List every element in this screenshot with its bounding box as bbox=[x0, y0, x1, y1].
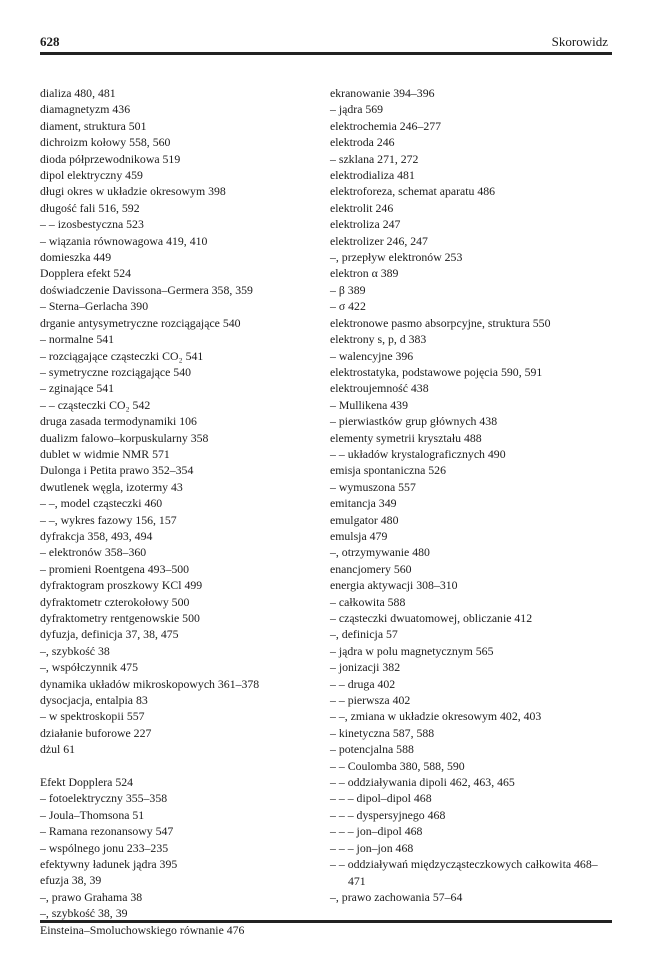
index-entry: dyfraktometr czterokołowy 500 bbox=[40, 594, 190, 609]
index-entry: długość fali 516, 592 bbox=[40, 200, 140, 215]
index-entry: – – – dyspersyjnego 468 bbox=[330, 807, 446, 822]
index-entry: – – – jon–dipol 468 bbox=[330, 824, 423, 839]
index-entry: – wspólnego jonu 233–235 bbox=[40, 840, 169, 855]
index-entry: domieszka 449 bbox=[40, 250, 112, 265]
index-entry: – elektronów 358–360 bbox=[40, 545, 147, 560]
index-entry: enancjomery 560 bbox=[330, 561, 412, 576]
index-entry: – – układów krystalograficznych 490 bbox=[330, 446, 506, 461]
index-entry: – szklana 271, 272 bbox=[330, 151, 419, 166]
index-entry: elektrodializa 481 bbox=[330, 168, 415, 183]
index-entry: – kinetyczna 587, 588 bbox=[330, 725, 435, 740]
index-entry: – – pierwsza 402 bbox=[330, 693, 411, 708]
index-entry: – Mullikena 439 bbox=[330, 397, 408, 412]
index-entry: dwutlenek węgla, izotermy 43 bbox=[40, 479, 183, 494]
index-entry: – – – jon–jon 468 bbox=[330, 840, 414, 855]
index-entry: elektroforeza, schemat aparatu 486 bbox=[330, 184, 496, 199]
index-entry: emisja spontaniczna 526 bbox=[330, 463, 446, 478]
index-entry: – normalne 541 bbox=[40, 332, 115, 347]
page-number: 628 bbox=[40, 34, 60, 49]
index-entry: –, definicja 57 bbox=[330, 627, 398, 642]
index-entry: działanie buforowe 227 bbox=[40, 725, 152, 740]
index-entry: – – druga 402 bbox=[330, 676, 396, 691]
index-entry: dynamika układów mikroskopowych 361–378 bbox=[40, 676, 260, 691]
index-entry: efuzja 38, 39 bbox=[40, 873, 102, 888]
index-entry: – Ramana rezonansowy 547 bbox=[40, 824, 174, 839]
index-entry: – jonizacji 382 bbox=[330, 660, 401, 675]
index-column-right bbox=[330, 85, 612, 905]
section-gap bbox=[40, 758, 316, 774]
index-entry: Einsteina–Smoluchowskiego równanie 476 bbox=[40, 922, 245, 937]
index-entry: doświadczenie Davissona–Germera 358, 359 bbox=[40, 282, 253, 297]
index-entry: elektrolizer 246, 247 bbox=[330, 233, 428, 248]
index-entry: Dulonga i Petita prawo 352–354 bbox=[40, 463, 194, 478]
index-entry: – – oddziaływań międzycząsteczkowych całkowita 468–471 bbox=[330, 857, 598, 888]
index-entry: dyfraktometry rentgenowskie 500 bbox=[40, 611, 200, 625]
index-entry: –, współczynnik 475 bbox=[40, 660, 138, 675]
index-entry: – całkowita 588 bbox=[330, 594, 406, 609]
index-entry: – zginające 541 bbox=[40, 381, 115, 396]
index-entry: – β 389 bbox=[330, 282, 366, 297]
index-entry: elektrostatyka, podstawowe pojęcia 590, 591 bbox=[330, 364, 543, 379]
index-entry: –, prawo Grahama 38 bbox=[40, 889, 143, 904]
index-entry: emulsja 479 bbox=[330, 528, 388, 543]
index-entry: elektron α 389 bbox=[330, 266, 399, 281]
index-entry: – – – dipol–dipol 468 bbox=[330, 791, 432, 806]
index-entry: dublet w widmie NMR 571 bbox=[40, 446, 170, 461]
index-entry: –, prawo zachowania 57–64 bbox=[330, 889, 463, 904]
index-entry: druga zasada termodynamiki 106 bbox=[40, 414, 197, 429]
index-entry: – jądra 569 bbox=[330, 102, 384, 117]
index-entry: elektrony s, p, d 383 bbox=[330, 332, 427, 347]
index-entry: elektroujemność 438 bbox=[330, 381, 429, 396]
index-entry: Efekt Dopplera 524 bbox=[40, 775, 134, 790]
index-entry: –, przepływ elektronów 253 bbox=[330, 250, 463, 265]
index-entry: Dopplera efekt 524 bbox=[40, 266, 132, 281]
index-entry: dualizm falowo–korpuskularny 358 bbox=[40, 430, 209, 445]
index-entry: dysocjacja, entalpia 83 bbox=[40, 693, 148, 708]
index-entry: – – Coulomba 380, 588, 590 bbox=[330, 758, 465, 773]
index-entry: emitancja 349 bbox=[330, 496, 397, 511]
index-entry: – wymuszona 557 bbox=[330, 479, 416, 494]
index-entry: – walencyjne 396 bbox=[330, 348, 414, 363]
index-column-left bbox=[40, 85, 316, 938]
index-entry: – fotoelektryczny 355–358 bbox=[40, 791, 168, 806]
bottom-rule bbox=[40, 920, 612, 923]
index-entry: dioda półprzewodnikowa 519 bbox=[40, 151, 181, 166]
index-entry: elektrolit 246 bbox=[330, 200, 394, 215]
index-entry: elektroda 246 bbox=[330, 135, 395, 150]
index-entry: – cząsteczki dwuatomowej, obliczanie 412 bbox=[330, 611, 533, 625]
index-entry: drganie antysymetryczne rozciągające 540 bbox=[40, 315, 241, 330]
index-entry: – – izosbestyczna 523 bbox=[40, 217, 144, 232]
index-entry: – – oddziaływania dipoli 462, 463, 465 bbox=[330, 775, 515, 790]
index-entry: długi okres w układzie okresowym 398 bbox=[40, 184, 226, 199]
index-entry: – w spektroskopii 557 bbox=[40, 709, 145, 724]
index-entry: – potencjalna 588 bbox=[330, 742, 414, 757]
index-entry: diamagnetyzm 436 bbox=[40, 102, 131, 117]
index-entry: dyfuzja, definicja 37, 38, 475 bbox=[40, 627, 179, 642]
index-entry: – promieni Roentgena 493–500 bbox=[40, 561, 190, 576]
index-entry: – rozciągające cząsteczki CO₂ 541 bbox=[40, 348, 204, 363]
index-entry: elektronowe pasmo absorpcyjne, struktura 550 bbox=[330, 315, 551, 330]
top-rule bbox=[40, 52, 612, 55]
index-entry: – σ 422 bbox=[330, 299, 366, 314]
index-entry: –, otrzymywanie 480 bbox=[330, 545, 430, 560]
index-entry: dżul 61 bbox=[40, 742, 76, 757]
index-entry: elementy symetrii kryształu 488 bbox=[330, 430, 482, 445]
index-entry: energia aktywacji 308–310 bbox=[330, 578, 458, 593]
index-entry: – –, model cząsteczki 460 bbox=[40, 496, 163, 511]
index-entry: – wiązania równowagowa 419, 410 bbox=[40, 233, 208, 248]
index-entry: –, szybkość 38 bbox=[40, 643, 110, 658]
index-entry: – Joula–Thomsona 51 bbox=[40, 807, 145, 822]
running-head: Skorowidz bbox=[551, 34, 608, 49]
index-entry: – – cząsteczki CO₂ 542 bbox=[40, 397, 151, 412]
index-entry: diament, struktura 501 bbox=[40, 118, 147, 133]
index-entry: dipol elektryczny 459 bbox=[40, 168, 143, 183]
index-entry: dializa 480, 481 bbox=[40, 86, 116, 100]
index-entry: – jądra w polu magnetycznym 565 bbox=[330, 643, 494, 658]
index-entry: – pierwiastków grup głównych 438 bbox=[330, 414, 498, 429]
index-entry: dyfraktogram proszkowy KCl 499 bbox=[40, 578, 203, 593]
index-entry: emulgator 480 bbox=[330, 512, 399, 527]
index-entry: elektroliza 247 bbox=[330, 217, 401, 232]
index-entry: elektrochemia 246–277 bbox=[330, 118, 442, 133]
index-entry: efektywny ładunek jądra 395 bbox=[40, 857, 178, 872]
index-entry: – Sterna–Gerlacha 390 bbox=[40, 299, 149, 314]
index-entry: ekranowanie 394–396 bbox=[330, 86, 435, 100]
index-entry: –, szybkość 38, 39 bbox=[40, 906, 128, 921]
index-entry: – symetryczne rozciągające 540 bbox=[40, 364, 191, 379]
index-entry: – –, wykres fazowy 156, 157 bbox=[40, 512, 177, 527]
index-entry: – –, zmiana w układzie okresowym 402, 403 bbox=[330, 709, 542, 724]
index-entry: dyfrakcja 358, 493, 494 bbox=[40, 528, 153, 543]
index-entry: dichroizm kołowy 558, 560 bbox=[40, 135, 171, 150]
